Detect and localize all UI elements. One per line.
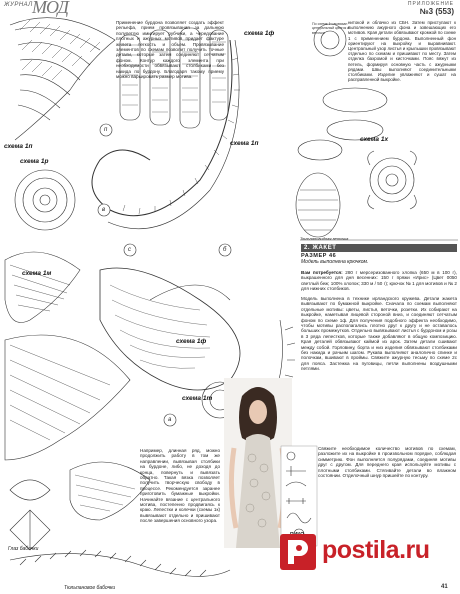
postila-site-name: postila.ru bbox=[322, 536, 430, 564]
schema-1f-label: схема 1ф bbox=[176, 338, 207, 345]
materials-title: Вам потребуется: bbox=[301, 270, 343, 275]
tulip-butterfly-label: Тюльпановое бабочки bbox=[64, 585, 116, 591]
postila-logo-icon bbox=[280, 534, 316, 570]
schema-1f-top: схема 1ф bbox=[244, 30, 275, 37]
schema-1m-label: схема 1м bbox=[22, 270, 52, 277]
butterfly-eye-label: Глаз бабочки bbox=[8, 546, 39, 552]
schema-1x-label: схема 1х bbox=[360, 136, 389, 143]
schema-1t-label: схема 1т bbox=[182, 395, 213, 402]
appendix-label: ПРИЛОЖЕНИЕ bbox=[407, 1, 454, 7]
issue-number: №3 (553) bbox=[419, 7, 454, 16]
page-number: 41 bbox=[441, 584, 448, 590]
marker-label-p: п bbox=[104, 127, 108, 133]
jacket-model-note: Модель выполнена крючком. bbox=[301, 259, 369, 265]
jacket-section-title: 2. ЖАКЕТ bbox=[301, 244, 457, 252]
intro-text: Применение бурдона позволяет создать эффект рельефа, прием провязывания за дальнюю полупетлю имитирует рубчики, а чередование плотных и ажурных мотивов придает фактуре жилета легкость и объем. Провязывание элементов по схемам позволит получить точные детали, которые затем соединяют сетчатым фоном. Контур каждого элемента при необходимости обвязывают столбиками без накида по бурдону. Благодаря такому приему можно варьировать размер мотива. bbox=[116, 20, 224, 80]
jacket-materials bbox=[301, 270, 457, 292]
jacket-body-text-2: Свяжите необходимое количество мотивов по схемам, разложите их на выкройке в произвольном порядке, соблюдая симметрию. Фон выполняется полурядами, соединяя мотивы друг с другом. Для переднего края используйте мотивы с плотными столбиками. Стягивайте детали во влажном состоянии. Отделочный шнур пришейте по контуру. bbox=[318, 446, 456, 479]
postila-watermark bbox=[278, 530, 456, 578]
schema-1n-label: схема 1п bbox=[4, 143, 33, 150]
materials-text: 280 г мерсеризованного хлопка (650 м в 100 г), выкрашенного для дня весенних: 150 г пряжи «Ирис» (Цвет 0050 светлый беж; 100% хлопок; 330 м / 50 г); крючок № 1 для мотивов и № 2 для нижних столбиков. bbox=[301, 270, 457, 292]
jacket-section-header bbox=[301, 244, 457, 265]
schema-1r-left-label: схема 1р bbox=[20, 158, 49, 165]
marker-label-v: в bbox=[102, 207, 106, 213]
marker-label-s: с bbox=[128, 247, 131, 253]
tulip-branch-label: Тюльпановидная веточка bbox=[300, 236, 349, 241]
right-column-text: нитокой и облачко из СБН. Затем приступают к выполнению ажурного фона и зовешающих его мотивов. Края детали обвязывают кромкой по схеме 1 с применением бурдона. Выполненный фон ориентируют на выкройку и выравнивают. Центральный узор листья и крылышки провязывают отдельно по схемам и пришивают по месту. Затем отделка бахромой и кисточками. Пояс вяжут из петель, формируя основную часть с ажурными рядами. Швы выполняют соединительными столбиками. Изделие увлажняют и сушат на расправленной выкройке. bbox=[348, 20, 456, 83]
schema-1p-label: схема 1п bbox=[230, 140, 259, 147]
jacket-body-text: Модель выполнена в технике ирландского кружева. Детали жакета вывязывают по бумажной выкройке. Сначала по схемам выполняют отдельные мотивы: цветы, листья, веточки, розетки. Их собирают на выкройке, наметывая лицевой стороной вниз, и соединяют сетчатым фоном по схеме 1ф. Для получения подобного эффекта необходимо, чтобы мотивы располагались плотно друг к другу и не оставалось больших промежутков. Отдельно вывязывают листья с бурдоном и розы в 3 ряда лепестков, которые также добавляют в общую композицию. Края деталей обвязывают каймой из арок. Затем детали сшивают между собой. Горловину, борта и низ изделия обвязывают столбиками без накида и рачьим шагом. Рукава выполняют аналогично спинке и полочкам, вшивают в проймы. Свяжите ажурную тесьму по схеме 2с для пояса. Застежка на пуговицы, петли выполнены воздушными петлями. bbox=[301, 296, 457, 372]
bottom-left-text: Например, длинная ряд, можно продолжить работу в том же направлении, вывязывая столбики на бурдоне, либо, не доходя до конца, повернуть и вывязать обратно. Такая вязка позволяет получить творческую свободу в процессе. Рекомендуется заранее приготовить бумажные выкройки. Начинайте вязание с центрального мотива, постепенно продвигаясь к краю. Лепестки и колечки (схемы 1к) вывязывают отдельно и пришивают после завершения основного узора. bbox=[140, 448, 220, 524]
marker-label-b: б bbox=[223, 247, 227, 253]
center-flower-note: По схеме 1ч вывязан центральный цветок и веточки bbox=[312, 22, 350, 35]
masthead-logo: МОД bbox=[32, 0, 68, 17]
masthead-small: ЖУРНАЛ bbox=[4, 2, 33, 8]
marker-label-a: а bbox=[168, 417, 172, 423]
jacket-size: РАЗМЕР 46 bbox=[301, 253, 337, 259]
